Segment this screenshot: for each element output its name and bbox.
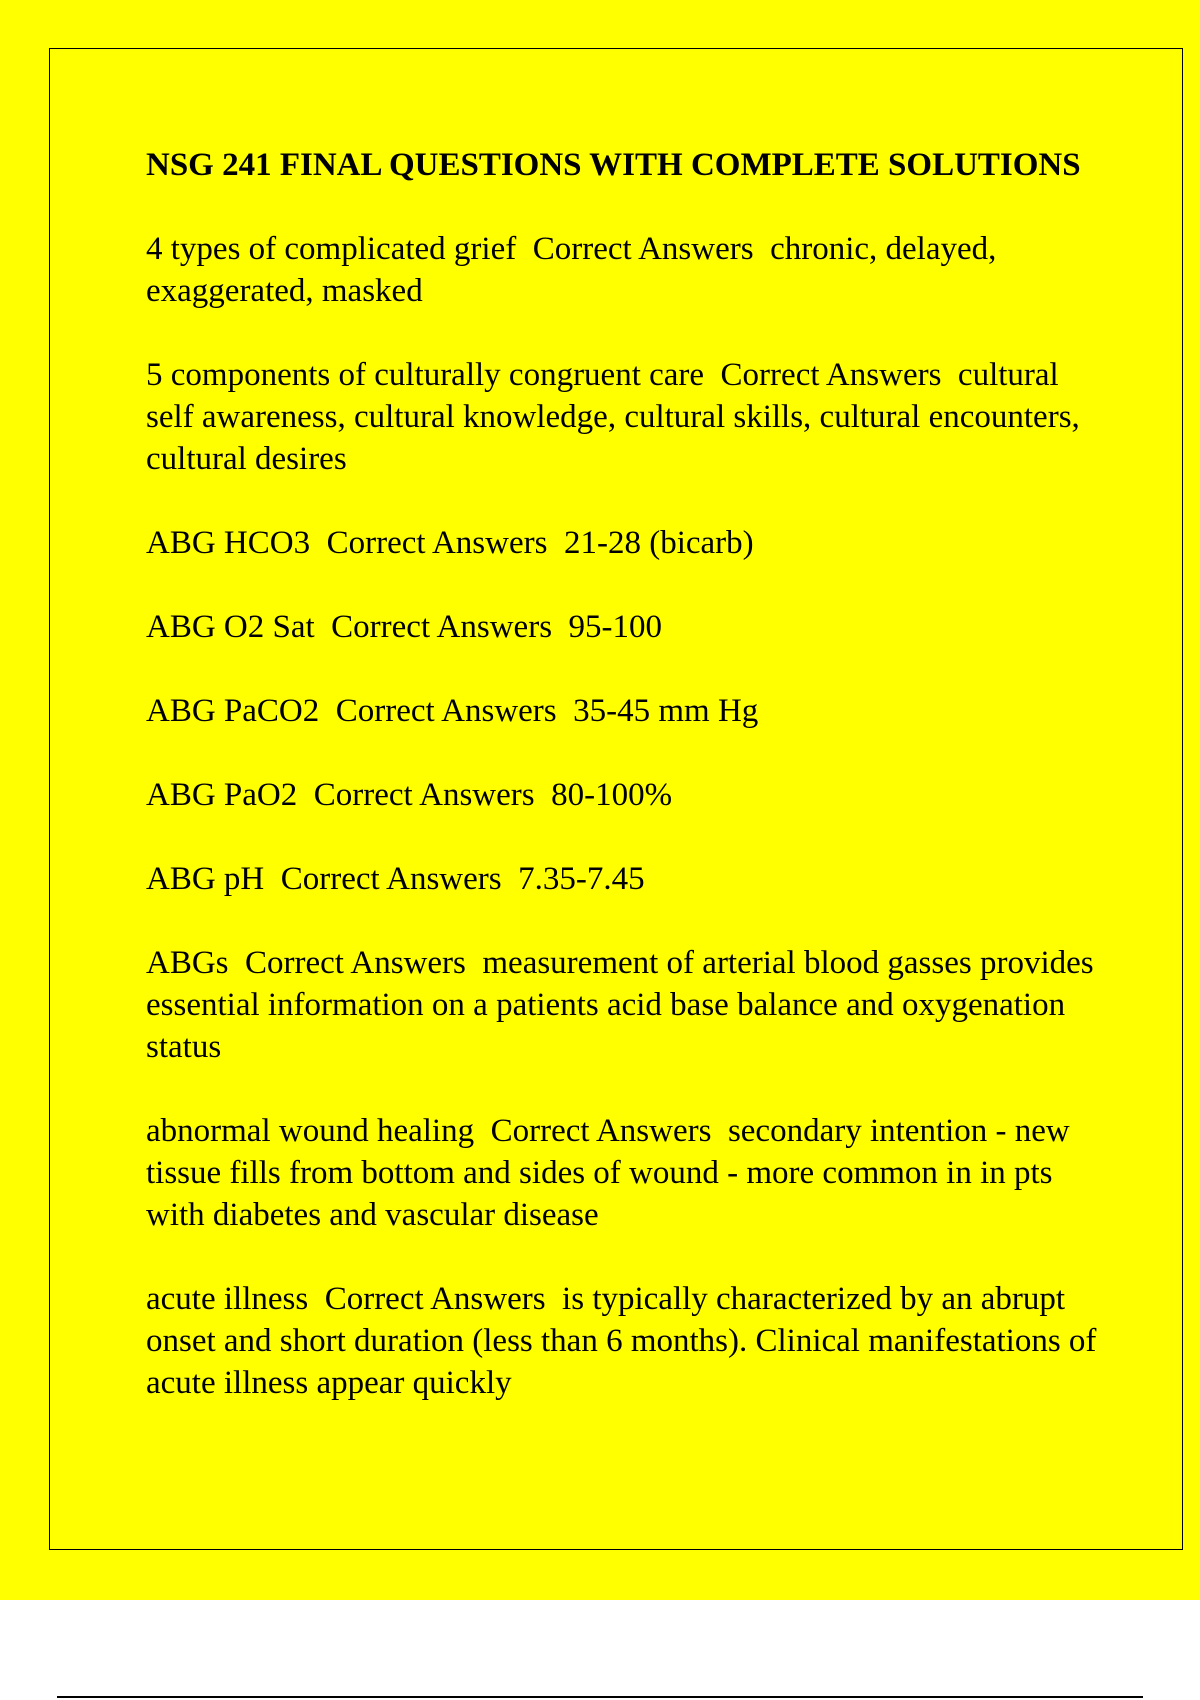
qa-item: ABG pH Correct Answers 7.35-7.45 xyxy=(146,861,645,897)
qa-item: acute illness Correct Answers is typically characterized by an abrupt onset and short duration (less than 6 months). Clinical manifestations of acute illness appear quickly xyxy=(146,1281,1105,1401)
document-title: NSG 241 FINAL QUESTIONS WITH COMPLETE SOLUTIONS xyxy=(146,147,1081,183)
qa-item: 4 types of complicated grief Correct Answers chronic, delayed, exaggerated, masked xyxy=(146,231,1005,309)
qa-item: ABGs Correct Answers measurement of arterial blood gasses provides essential information on a patients acid base balance and oxygenation status xyxy=(146,945,1102,1065)
qa-item: ABG O2 Sat Correct Answers 95-100 xyxy=(146,609,663,645)
bottom-divider xyxy=(57,1696,1143,1698)
qa-item: ABG HCO3 Correct Answers 21-28 (bicarb) xyxy=(146,525,754,561)
qa-item: ABG PaO2 Correct Answers 80-100% xyxy=(146,777,673,813)
qa-item: 5 components of culturally congruent care Correct Answers cultural self awareness, cultural knowledge, cultural skills, cultural encounters, cultural desires xyxy=(146,357,1089,477)
qa-item: ABG PaCO2 Correct Answers 35-45 mm Hg xyxy=(146,693,759,729)
qa-item: abnormal wound healing Correct Answers secondary intention - new tissue fills from bottom and sides of wound - more common in in pts with diabetes and vascular disease xyxy=(146,1113,1079,1233)
document-body xyxy=(146,144,1106,1446)
